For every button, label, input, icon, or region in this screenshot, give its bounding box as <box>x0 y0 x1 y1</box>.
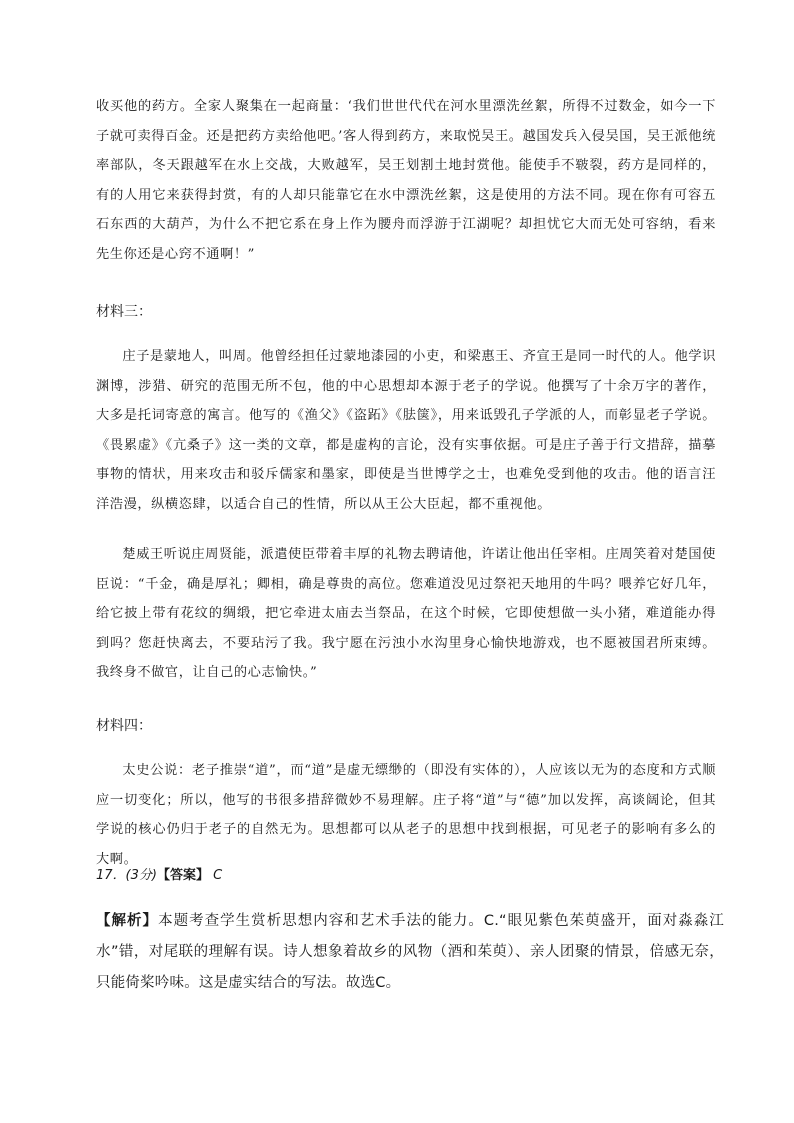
material-four-paragraph: 太史公说：老子推崇“道”，而“道”是虚无缥缈的（即没有实体的），人应该以无为的态度和方式顺应一切变化；所以，他写的书很多措辞微妙不易理解。庄子将“道”与“德”加以发挥，高谈阔论，但其学说的核心仍归于老子的自然无为。思想都可以从老子的思想中找到根据，可见老子的影响有多么的大啊。 <box>96 763 716 867</box>
material-three-paragraph-2: 楚威王听说庄周贤能，派遣使臣带着丰厚的礼物去聘请他，许诺让他出任宰相。庄周笑着对楚国使臣说：“千金，确是厚礼；卿相，确是尊贵的高位。您难道没见过祭祀天地用的牛吗？喂养它好几年，给它披上带有花纹的绸缎，把它牵进太庙去当祭品，在这个时候，它即使想做一头小猪，难道能办得到吗？您赶快离去，不要玷污了我。我宁愿在污浊小水沟里身心愉快地游戏，也不愿被国君所束缚。我终身不做官，让自己的心志愉快。” <box>96 547 716 680</box>
material-two-continuation: 收买他的药方。全家人聚集在一起商量：‘我们世世代代在河水里漂洗丝絮，所得不过数金，如今一下子就可卖得百金。还是把药方卖给他吧。’客人得到药方，来取悦吴王。越国发兵入侵吴国，吴王派他统率部队，冬天跟越军在水上交战，大败越军，吴王划割土地封赏他。能使手不皲裂，药方是同样的，有的人用它来获得封赏，有的人却只能靠它在水中漂洗丝絮，这是使用的方法不同。现在你有可容五石东西的大葫芦，为什么不把它系在身上作为腰舟而浮游于江湖呢？却担忧它大而无处可容纳，看来先生你还是心窍不通啊！” <box>96 99 716 262</box>
analysis-text: 本题考查学生赏析思想内容和艺术手法的能力。C.“眼见紫色茱萸盛开，面对淼淼江水”错，对尾联的理解有误。诗人想象着故乡的风物（酒和茱萸）、亲人团聚的情景，倍感无奈，只能倚桨吟味。这是虚实结合的写法。故选C。 <box>96 913 724 991</box>
analysis-label: 【解析】 <box>96 913 159 929</box>
material-three-paragraph-1: 庄子是蒙地人，叫周。他曾经担任过蒙地漆园的小吏，和梁惠王、齐宣王是同一时代的人。他学识渊博，涉猎、研究的范围无所不包，他的中心思想却本源于老子的学说。他撰写了十余万字的著作，大多是托词寄意的寓言。他写的《渔父》《盗跖》《胠箧》，用来诋毁孔子学派的人，而彰显老子学说。《畏累虚》《亢桑子》这一类的文章，都是虚构的言论，没有实事依据。可是庄子善于行文措辞，描摹事物的情状，用来攻击和驳斥儒家和墨家，即使是当世博学之士，也难免受到他的攻击。他的语言汪洋浩漫，纵横恣肆，以适合自己的性情，所以从王公大臣起，都不重视他。 <box>96 349 716 512</box>
answer-label: 【答案】 <box>156 868 209 883</box>
material-three-heading: 材料三： <box>96 304 152 320</box>
question-17-analysis <box>96 906 724 999</box>
material-four-heading: 材料四： <box>96 718 152 734</box>
question-number: 17．(3分) <box>96 868 157 883</box>
question-17-answer <box>96 866 222 886</box>
answer-choice: C <box>213 868 223 883</box>
